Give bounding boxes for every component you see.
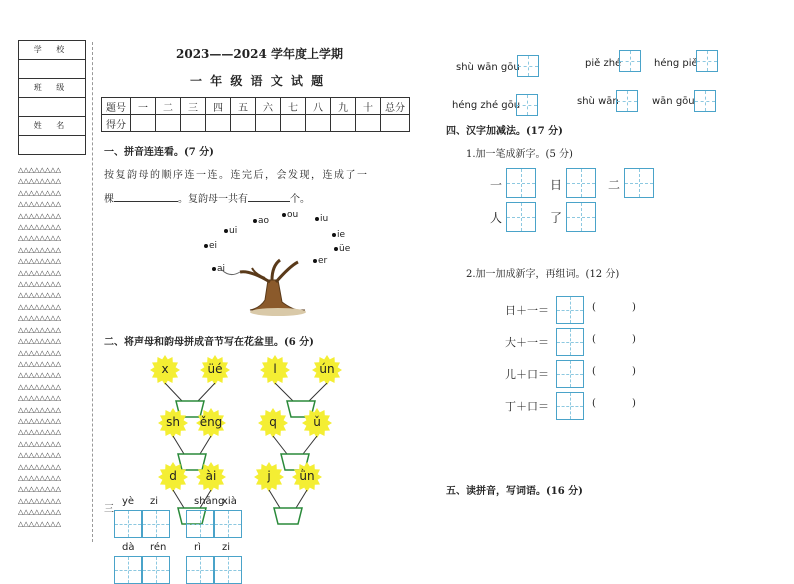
flower-syllable: ǜn: [299, 469, 315, 483]
triangle-row: △△△△△△△△: [18, 291, 62, 300]
pinyin-flower: [302, 408, 332, 438]
stroke-writing-box[interactable]: [694, 90, 716, 112]
stroke-writing-box[interactable]: [616, 90, 638, 112]
pinyin-flower: [258, 408, 288, 438]
final-label: ie: [337, 230, 346, 240]
pinyin-syllable: dà: [122, 542, 135, 553]
score-cell[interactable]: [381, 115, 410, 132]
final-dot: [315, 217, 319, 221]
score-header-cell: 四: [206, 98, 231, 115]
character-equation: 大＋一＝: [505, 336, 549, 349]
base-character: 了: [550, 211, 563, 225]
triangle-row: △△△△△△△△: [18, 257, 62, 266]
stroke-name: héng piě: [654, 58, 698, 69]
final-dot: [334, 247, 338, 251]
class-field[interactable]: [19, 98, 85, 117]
triangle-row: △△△△△△△△: [18, 268, 62, 277]
pinyin-flower: [196, 408, 226, 438]
pinyin-flower: [254, 462, 284, 492]
paren-close: ): [632, 302, 636, 313]
triangle-row: △△△△△△△△: [18, 280, 62, 289]
stroke-name: wān gōu: [652, 96, 695, 107]
pinyin-flower: [292, 462, 322, 492]
character-equation: 儿＋口＝: [505, 368, 549, 381]
final-dot-item[interactable]: [224, 226, 237, 236]
pinyin-flower: [158, 408, 188, 438]
final-dot-item[interactable]: [212, 264, 225, 274]
score-cell[interactable]: [306, 115, 331, 132]
exam-year-title: 2023——2024 学年度上学期: [176, 47, 343, 61]
final-dot: [204, 244, 208, 248]
paren-open: (: [592, 398, 596, 409]
paren-open: (: [592, 302, 596, 313]
final-label: iu: [320, 214, 329, 224]
exam-subtitle: 一 年 级 语 文 试 题: [190, 74, 326, 88]
score-cell[interactable]: [206, 115, 231, 132]
base-character: 人: [490, 211, 503, 225]
triangle-row: △△△△△△△△: [18, 245, 62, 254]
paren-open: (: [592, 366, 596, 377]
triangle-row: △△△△△△△△: [18, 302, 62, 311]
triangle-row: △△△△△△△△: [18, 416, 62, 425]
name-label: 姓 名: [19, 117, 85, 136]
tree-answer-blank[interactable]: [114, 191, 178, 202]
line2-part-b: 。复韵母一共有: [178, 194, 248, 205]
line2-part-c: 个。: [290, 194, 310, 205]
final-dot-item[interactable]: [332, 230, 345, 240]
triangle-row: △△△△△△△△: [18, 325, 62, 334]
score-header-cell: 总分: [381, 98, 410, 115]
triangle-row: △△△△△△△△: [18, 394, 62, 403]
final-dot: [253, 219, 257, 223]
hanzi-writing-box[interactable]: [114, 556, 142, 584]
base-character: 一: [490, 178, 503, 192]
triangle-row: △△△△△△△△: [18, 371, 62, 380]
stroke-writing-box[interactable]: [517, 55, 539, 77]
triangle-row: △△△△△△△△: [18, 451, 62, 460]
score-cell[interactable]: [256, 115, 281, 132]
flower-syllable: ún: [319, 362, 335, 376]
score-table: [101, 97, 410, 132]
score-cell[interactable]: [156, 115, 181, 132]
triangle-row: △△△△△△△△: [18, 473, 62, 482]
pinyin-syllable: rén: [150, 542, 167, 553]
seal-line-triangles: [18, 165, 84, 530]
final-label: üe: [339, 244, 351, 254]
stroke-writing-box[interactable]: [696, 50, 718, 72]
score-cell[interactable]: [231, 115, 256, 132]
score-header-cell: 六: [256, 98, 281, 115]
section4-heading: 四、汉字加减法。(17 分): [446, 126, 563, 137]
pinyin-syllable: zi: [150, 496, 159, 507]
word-answer-field[interactable]: [600, 334, 628, 346]
final-label: ou: [287, 210, 299, 220]
paren-close: ): [632, 398, 636, 409]
triangle-row: △△△△△△△△: [18, 382, 62, 391]
character-equation: 丁＋口＝: [505, 400, 549, 413]
stroke-name: shù wān: [577, 96, 619, 107]
score-cell[interactable]: [131, 115, 156, 132]
pinyin-syllable: shāng: [194, 496, 225, 507]
stroke-writing-box[interactable]: [619, 50, 641, 72]
score-header-cell: 十: [356, 98, 381, 115]
final-dot: [212, 267, 216, 271]
equation-answer-box[interactable]: [556, 296, 584, 324]
hanzi-writing-box[interactable]: [214, 556, 242, 584]
score-header-cell: 一: [131, 98, 156, 115]
pinyin-syllable: xià: [222, 496, 237, 507]
score-header-cell: 五: [231, 98, 256, 115]
triangle-row: △△△△△△△△: [18, 200, 62, 209]
pinyin-flower: [312, 355, 342, 385]
new-character-box[interactable]: [624, 168, 654, 198]
section4-sub2: 2.加一加成新字，再组词。(12 分): [466, 269, 620, 280]
final-label: er: [318, 256, 328, 266]
score-header-cell: 三: [181, 98, 206, 115]
final-dot: [332, 233, 336, 237]
equation-answer-box[interactable]: [556, 392, 584, 420]
section3-heading: 三: [104, 504, 114, 515]
pinyin-flower: [158, 462, 188, 492]
flower-syllable: ǔ: [313, 415, 321, 429]
final-label: ao: [258, 216, 270, 226]
triangle-row: △△△△△△△△: [18, 166, 62, 174]
final-dot-item[interactable]: [315, 214, 328, 224]
triangle-row: △△△△△△△△: [18, 496, 62, 505]
class-label: 班 级: [19, 79, 85, 98]
section5-heading: 五、读拼音，写词语。(16 分): [446, 486, 583, 497]
triangle-row: △△△△△△△△: [18, 337, 62, 346]
student-info-box: [18, 40, 86, 155]
section2-heading: 二、将声母和韵母拼成音节写在花盆里。(6 分): [104, 337, 314, 348]
score-header-cell: 七: [281, 98, 306, 115]
final-dot: [282, 213, 286, 217]
base-character: 二: [608, 178, 621, 192]
triangle-row: △△△△△△△△: [18, 234, 62, 243]
score-cell[interactable]: [281, 115, 306, 132]
line2-part-a: 棵: [104, 194, 114, 205]
flower-syllable: ài: [205, 469, 217, 483]
count-answer-blank[interactable]: [248, 191, 290, 202]
score-header-cell: 题号: [102, 98, 131, 115]
word-answer-field[interactable]: [600, 398, 628, 410]
score-cell[interactable]: [181, 115, 206, 132]
final-label: ui: [229, 226, 238, 236]
section1-line1: 按复韵母的顺序连一连。连完后，会发现，连成了一: [104, 170, 369, 181]
hanzi-writing-box[interactable]: [142, 556, 170, 584]
new-character-box[interactable]: [506, 202, 536, 232]
seal-dashed-line: [92, 42, 93, 542]
final-dot-item[interactable]: [253, 216, 269, 226]
flower-syllable: q: [269, 415, 277, 429]
base-character: 日: [550, 178, 563, 192]
triangle-row: △△△△△△△△: [18, 211, 62, 220]
name-field[interactable]: [19, 136, 85, 154]
triangle-row: △△△△△△△△: [18, 223, 62, 232]
flower-syllable: l: [273, 362, 277, 376]
triangle-row: △△△△△△△△: [18, 348, 62, 357]
final-dot-item[interactable]: [334, 244, 350, 254]
new-character-box[interactable]: [566, 202, 596, 232]
hanzi-writing-box[interactable]: [214, 510, 242, 538]
equation-answer-box[interactable]: [556, 360, 584, 388]
school-field[interactable]: [19, 60, 85, 79]
paren-close: ): [632, 334, 636, 345]
triangle-row: △△△△△△△△: [18, 439, 62, 448]
triangle-row: △△△△△△△△: [18, 359, 62, 368]
score-header-cell: 二: [156, 98, 181, 115]
triangle-row: △△△△△△△△: [18, 519, 62, 528]
word-answer-field[interactable]: [600, 302, 628, 314]
triangle-row: △△△△△△△△: [18, 314, 62, 323]
flower-syllable: x: [161, 362, 169, 376]
final-label: ai: [217, 264, 226, 274]
flower-basket[interactable]: [248, 490, 328, 530]
score-row-label: 得分: [102, 115, 131, 132]
final-dot-item[interactable]: [282, 210, 298, 220]
flower-syllable: sh: [166, 415, 180, 429]
score-cell[interactable]: [331, 115, 356, 132]
hanzi-writing-box[interactable]: [186, 556, 214, 584]
pinyin-flower: [150, 355, 180, 385]
final-dot: [224, 229, 228, 233]
paren-open: (: [592, 334, 596, 345]
triangle-row: △△△△△△△△: [18, 508, 62, 517]
triangle-row: △△△△△△△△: [18, 188, 62, 197]
triangle-row: △△△△△△△△: [18, 428, 62, 437]
section1-heading: 一、拼音连连看。(7 分): [104, 147, 214, 158]
score-cell[interactable]: [356, 115, 381, 132]
final-dot-item[interactable]: [313, 256, 327, 266]
stroke-writing-box[interactable]: [516, 94, 538, 116]
pinyin-syllable: yè: [122, 496, 135, 507]
flower-syllable: üé: [207, 362, 223, 376]
pinyin-flower: [200, 355, 230, 385]
hanzi-writing-box[interactable]: [142, 510, 170, 538]
pinyin-syllable: rì: [194, 542, 201, 553]
stroke-name: piě zhé: [585, 58, 622, 69]
new-character-box[interactable]: [506, 168, 536, 198]
stroke-name: héng zhé gōu: [452, 100, 521, 111]
triangle-row: △△△△△△△△: [18, 405, 62, 414]
tree-illustration: [210, 240, 320, 320]
stroke-name: shù wān gōu: [456, 62, 520, 73]
hanzi-writing-box[interactable]: [186, 510, 214, 538]
pinyin-flower: [196, 462, 226, 492]
final-label: ei: [209, 241, 218, 251]
school-label: 学 校: [19, 41, 85, 60]
triangle-row: △△△△△△△△: [18, 485, 62, 494]
word-answer-field[interactable]: [600, 366, 628, 378]
score-header-cell: 八: [306, 98, 331, 115]
triangle-row: △△△△△△△△: [18, 462, 62, 471]
section1-line2: [104, 190, 310, 205]
flower-syllable: ěng: [199, 415, 223, 429]
section4-sub1: 1.加一笔成新字。(5 分): [466, 149, 573, 160]
flower-syllable: j: [267, 469, 271, 483]
paren-close: ): [632, 366, 636, 377]
score-header-cell: 九: [331, 98, 356, 115]
equation-answer-box[interactable]: [556, 328, 584, 356]
final-dot: [313, 259, 317, 263]
flower-syllable: d: [169, 469, 177, 483]
pinyin-syllable: zi: [222, 542, 231, 553]
pinyin-flower: [260, 355, 290, 385]
hanzi-writing-box[interactable]: [114, 510, 142, 538]
character-equation: 日＋一＝: [505, 304, 549, 317]
triangle-row: △△△△△△△△: [18, 177, 62, 186]
new-character-box[interactable]: [566, 168, 596, 198]
final-dot-item[interactable]: [204, 241, 217, 251]
